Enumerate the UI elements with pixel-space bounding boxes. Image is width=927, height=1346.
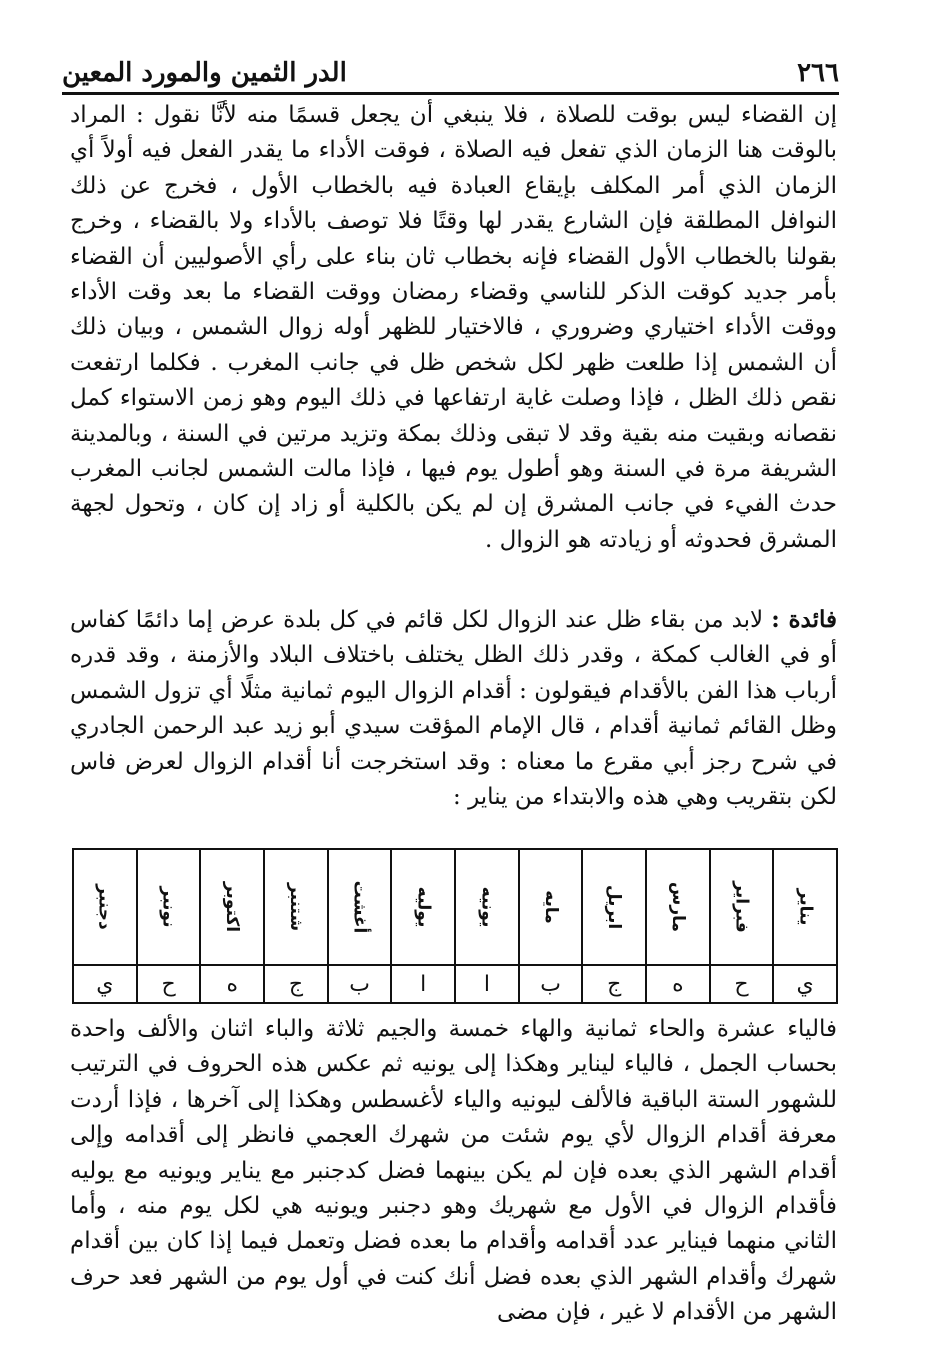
shadow-letter: ح (137, 965, 201, 1003)
benefit-lead: فائدة : (771, 606, 837, 633)
month-cell (646, 849, 710, 965)
month-cell (137, 849, 201, 965)
month-cell (200, 849, 264, 965)
month-cell (264, 849, 328, 965)
month-name: يوليه (413, 886, 434, 928)
book-title: الدر الثمين والمورد المعين (62, 58, 347, 88)
month-name: فبراير (731, 881, 752, 933)
paragraph-definition-of-time: إن القضاء ليس بوقت للصلاة ، فلا ينبغي أن يجعل قسمًا منه لأنَّا نقول : المراد بالوقت هنا الزمان الذي تفعل فيه الصلاة ، فوقت الأداء ما يقدر الفعل فيه أولاً أي الزمان الذي أمر المكلف بإيقاع العبادة فيه بالخطاب الأول ، فخرج عن ذلك النوافل المطلقة فإن الشارع يقدر لها وقتًا فلا توصف بالأداء ولا بالقضاء ، وخرج بقولنا بالخطاب الأول القضاء فإنه بخطاب ثان بناء على رأي الأصوليين أن القضاء بأمر جديد كوقت الذكر للناسي وقضاء رمضان ووقت القضاء ما بعد وقت الأداء ووقت الأداء اختياري وضروري ، فالاختيار للظهر أوله زوال الشمس ، وبيان ذلك أن الشمس إذا طلعت ظهر لكل شخص ظل في جانب المغرب . فكلما ارتفعت نقص ذلك الظل ، فإذا وصلت غاية ارتفاعها في ذلك اليوم وهو زمن الاستواء كمل نقصانه وبقيت منه بقية وقد لا تبقى وذلك بمكة وتزيد مرتين في السنة ، وبالمدينة الشريفة مرة في السنة وهو أطول يوم فيها ، فإذا مالت الشمس لجانب المغرب حدث الفيء في جانب المشرق إن لم يكن بالكلية أو زاد إن كان ، وتحول لجهة المشرق فحدوثه أو زيادته هو الزوال . (70, 102, 837, 553)
month-cell (73, 849, 137, 965)
month-name: اكتوبر (222, 881, 243, 933)
month-cell (328, 849, 392, 965)
month-name: يونيه (476, 886, 497, 928)
month-cell (710, 849, 774, 965)
header-rule (62, 92, 839, 95)
shadow-letter: ي (73, 965, 137, 1003)
shadow-letter: ج (264, 965, 328, 1003)
paragraph-letter-values: فالياء عشرة والحاء ثمانية والهاء خمسة والجيم ثلاثة والباء اثنان والألف واحدة بحساب الجمل ، فالياء ليناير وهكذا إلى يونيه ثم عكس هذه الحروف في الترتيب للشهور الستة الباقية فالألف ليونيه والياء لأغسطس وهكذا إلى آخرها ، فإذا أردت معرفة أقدام الزوال لأي يوم شئت من شهرك العجمي فانظر إلى أقدامه وإلى أقدام الشهر الذي بعده فإن لم يكن بينهما فضل كدجنبر مع يناير ويونيه مع يوليه فأقدام الزوال في الأول مع شهريك وهو دجنبر ويونيه هي لكل يوم منه ، وأما الثاني منهما فيناير عدد أقدامه وأقدام ما بعده فضل وتعمل فيما إذا كان بين أقدام شهرك وأقدام الشهر الذي بعده فضل أنك كنت في أول يوم من الشهر فعد حرف الشهر من الأقدام لا غير ، فإن مضى (70, 1016, 837, 1326)
shadow-letter: ا (391, 965, 455, 1003)
month-names-row (73, 849, 837, 965)
month-cell (455, 849, 519, 965)
page-number: ٢٦٦ (797, 58, 839, 88)
paragraph-benefit-note (70, 602, 837, 815)
shadow-letter: ي (773, 965, 837, 1003)
shadow-letter: ب (519, 965, 583, 1003)
month-name: مايه (540, 890, 561, 924)
benefit-text: لابد من بقاء ظل عند الزوال لكل قائم في كل بلدة عرض إما دائمًا كفاس أو في الغالب كمكة ، وقدر ذلك الظل يختلف باختلاف البلاد والأزمنة ، وقد قدره أرباب هذا الفن بالأقدام فيقولون : أقدام الزوال اليوم ثمانية مثلًا أي تزول الشمس وظل القائم ثمانية أقدام ، قال الإمام المؤقت سيدي أبو زيد عبد الرحمن الجادري في شرح رجز أبي مقرع ما معناه : وقد استخرجت أنا أقدام الزوال لعرض فاس لكن بتقريب وهي هذه والابتداء من يناير : (70, 607, 837, 811)
shadow-letter: ا (455, 965, 519, 1003)
noon-shadow-table (72, 848, 838, 1004)
running-header (62, 48, 839, 88)
month-cell (582, 849, 646, 965)
month-name: شتنبر (285, 882, 306, 932)
shadow-letter: ب (328, 965, 392, 1003)
month-name: دجنبر (94, 884, 115, 930)
month-name: ابريل (604, 884, 625, 930)
shadow-letter: ه (646, 965, 710, 1003)
month-cell (773, 849, 837, 965)
shadow-letters-row (73, 965, 837, 1003)
month-name: أغشت (349, 880, 370, 934)
month-cell (391, 849, 455, 965)
month-name: نونبر (158, 886, 179, 928)
shadow-letter: ج (582, 965, 646, 1003)
shadow-letter: ح (710, 965, 774, 1003)
month-name: مارس (667, 881, 688, 933)
month-name: يناير (795, 888, 816, 926)
month-cell (519, 849, 583, 965)
shadow-letter: ه (200, 965, 264, 1003)
